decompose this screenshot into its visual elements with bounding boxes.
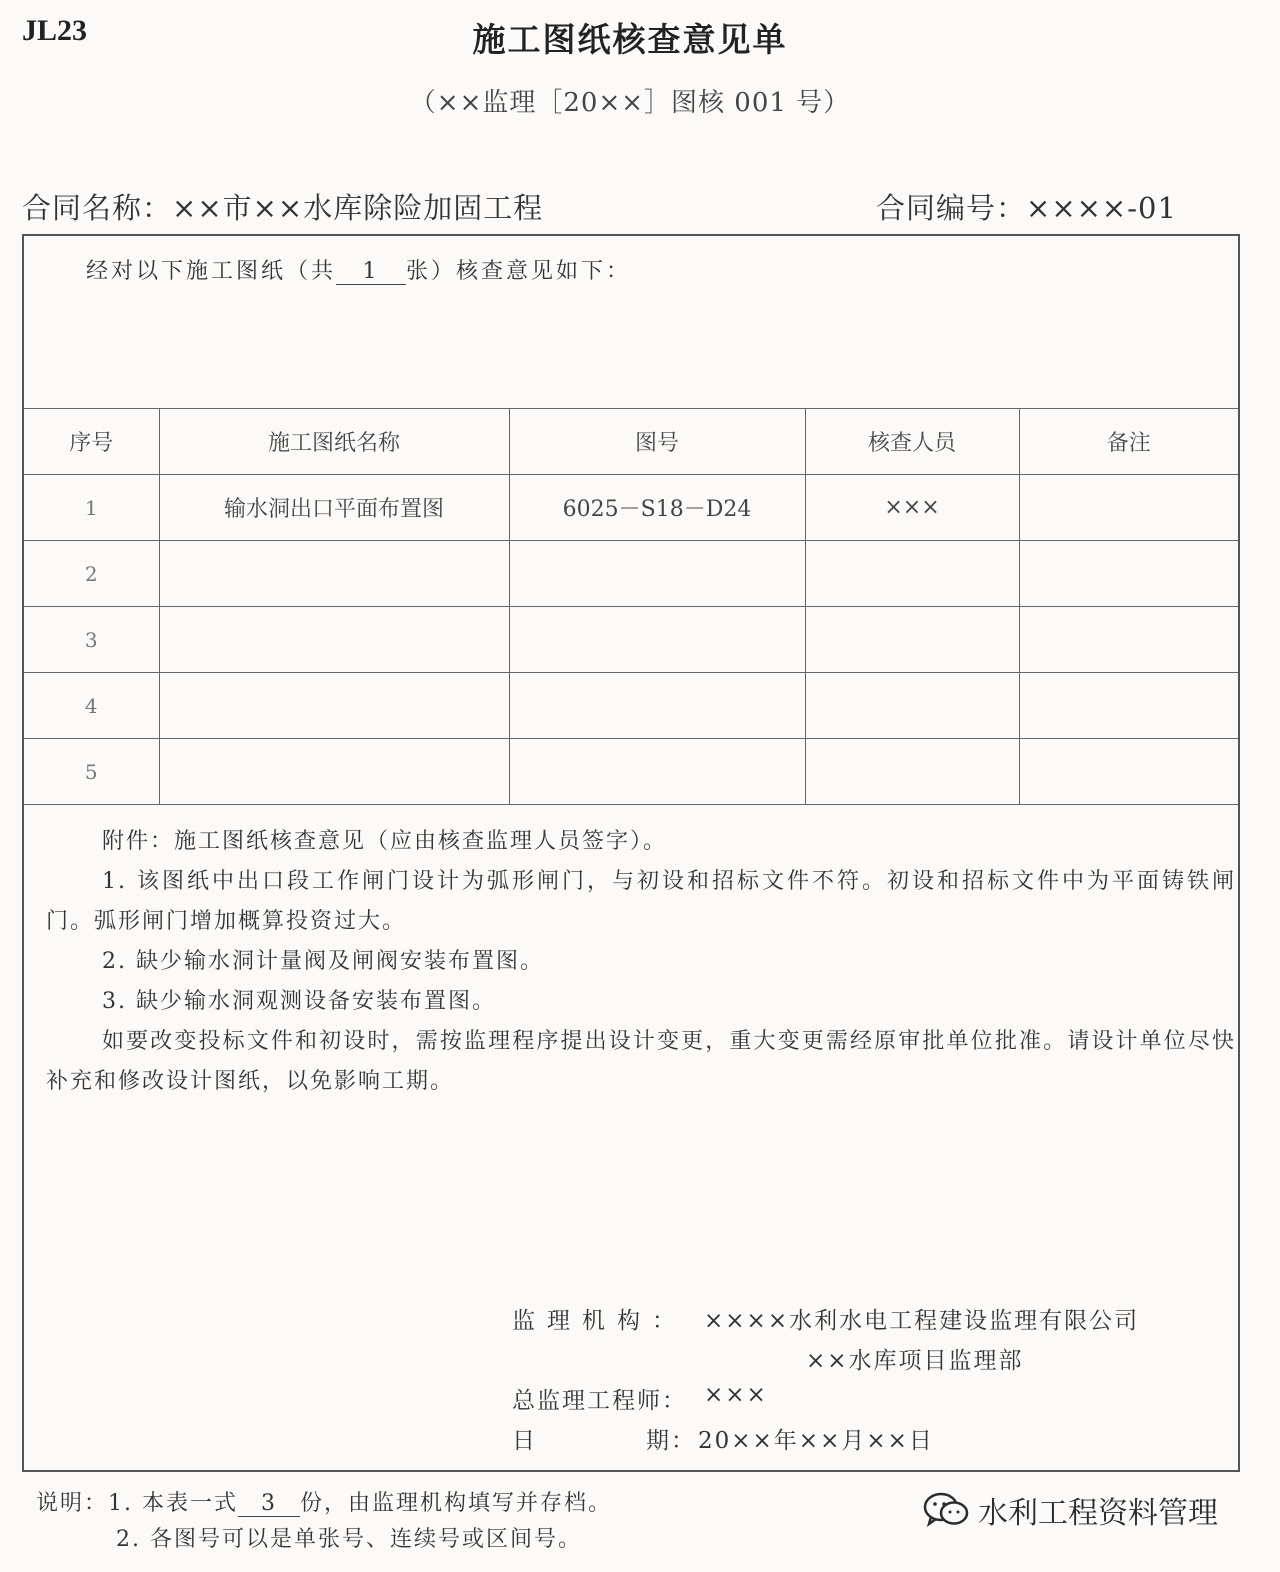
header-remarks: 备注 [1019, 409, 1238, 475]
row-remarks [1019, 541, 1238, 607]
row-drawing-name [159, 739, 509, 805]
row-reviewer [805, 739, 1019, 805]
drawings-table [24, 408, 1238, 805]
watermark [922, 1488, 1218, 1532]
watermark-text: 水利工程资料管理 [978, 1496, 1218, 1531]
row-index: 3 [24, 607, 159, 673]
contract-number-label: 合同编号： [876, 191, 1027, 225]
contract-number-value: ××××-01 [1026, 191, 1177, 225]
row-reviewer [805, 541, 1019, 607]
table-row [24, 673, 1238, 739]
row-remarks [1019, 607, 1238, 673]
wechat-icon [922, 1491, 970, 1529]
row-drawing-number [509, 541, 805, 607]
opinion-item-3: 3. 缺少输水洞观测设备安装布置图。 [102, 989, 496, 1014]
supervision-org-name: ××××水利水电工程建设监理有限公司 [704, 1308, 1140, 1334]
document-number: （××监理［20××］图核 001 号） [409, 88, 851, 118]
note-line-1 [36, 1486, 612, 1517]
header-drawing-name: 施工图纸名称 [159, 409, 509, 475]
row-drawing-number [509, 607, 805, 673]
row-drawing-name [159, 541, 509, 607]
row-remarks [1019, 739, 1238, 805]
row-index: 2 [24, 541, 159, 607]
intro-suffix: 张）核查意见如下： [406, 259, 632, 284]
row-reviewer [805, 607, 1019, 673]
opinion-item-1: 1. 该图纸中出口段工作闸门设计为弧形闸门，与初设和招标文件不符。初设和招标文件中为平面铸铁闸门。弧形闸门增加概算投资过大。 [46, 869, 1236, 934]
row-drawing-name [159, 607, 509, 673]
note1-prefix: 说明：1. 本表一式 [36, 1491, 238, 1516]
intro-prefix: 经对以下施工图纸（共 [86, 259, 337, 284]
contract-name-label: 合同名称： [22, 191, 173, 225]
row-remarks [1019, 673, 1238, 739]
table-row [24, 607, 1238, 673]
row-index: 5 [24, 739, 159, 805]
date-value: 20××年××月××日 [698, 1428, 934, 1454]
table-header-row [24, 409, 1238, 475]
form-code: JL23 [22, 14, 88, 47]
document-title: 施工图纸核查意见单 [472, 20, 788, 59]
intro-text [86, 254, 631, 285]
row-drawing-number [509, 739, 805, 805]
contract-name-value: ××市××水库除险加固工程 [172, 191, 544, 225]
chief-engineer-value: ××× [704, 1382, 768, 1408]
note-line-2: 2. 各图号可以是单张号、连续号或区间号。 [116, 1527, 582, 1552]
row-drawing-name: 输水洞出口平面布置图 [159, 475, 509, 541]
table-row [24, 475, 1238, 541]
chief-engineer-label: 总监理工程师： [512, 1388, 687, 1414]
header-drawing-number: 图号 [509, 409, 805, 475]
header-index: 序号 [24, 409, 159, 475]
row-reviewer: ××× [805, 475, 1019, 541]
review-opinion [46, 822, 1236, 1102]
drawing-count: 1 [336, 259, 406, 285]
supervision-project-dept: ××水库项目监理部 [806, 1348, 1024, 1374]
contract-name [22, 186, 543, 227]
date-label-first-char: 日 [512, 1428, 537, 1454]
row-index: 4 [24, 673, 159, 739]
supervision-org-label: 监理机构： [512, 1308, 687, 1334]
date-label-second-char: 期： [646, 1428, 696, 1454]
header-reviewer: 核查人员 [805, 409, 1019, 475]
row-remarks [1019, 475, 1238, 541]
note1-suffix: 份，由监理机构填写并存档。 [299, 1491, 612, 1516]
opinion-conclusion: 如要改变投标文件和初设时，需按监理程序提出设计变更，重大变更需经原审批单位批准。请设计单位尽快补充和修改设计图纸，以免影响工期。 [46, 1029, 1236, 1094]
opinion-item-2: 2. 缺少输水洞计量阀及闸阀安装布置图。 [102, 949, 544, 974]
opinion-attachment: 附件：施工图纸核查意见（应由核查监理人员签字）。 [102, 829, 668, 854]
row-drawing-number [509, 673, 805, 739]
contract-number [876, 186, 1177, 227]
row-index: 1 [24, 475, 159, 541]
row-drawing-name [159, 673, 509, 739]
table-row [24, 541, 1238, 607]
row-reviewer [805, 673, 1019, 739]
table-row [24, 739, 1238, 805]
row-drawing-number: 6025－S18－D24 [509, 475, 805, 541]
copies-count: 3 [238, 1491, 300, 1517]
